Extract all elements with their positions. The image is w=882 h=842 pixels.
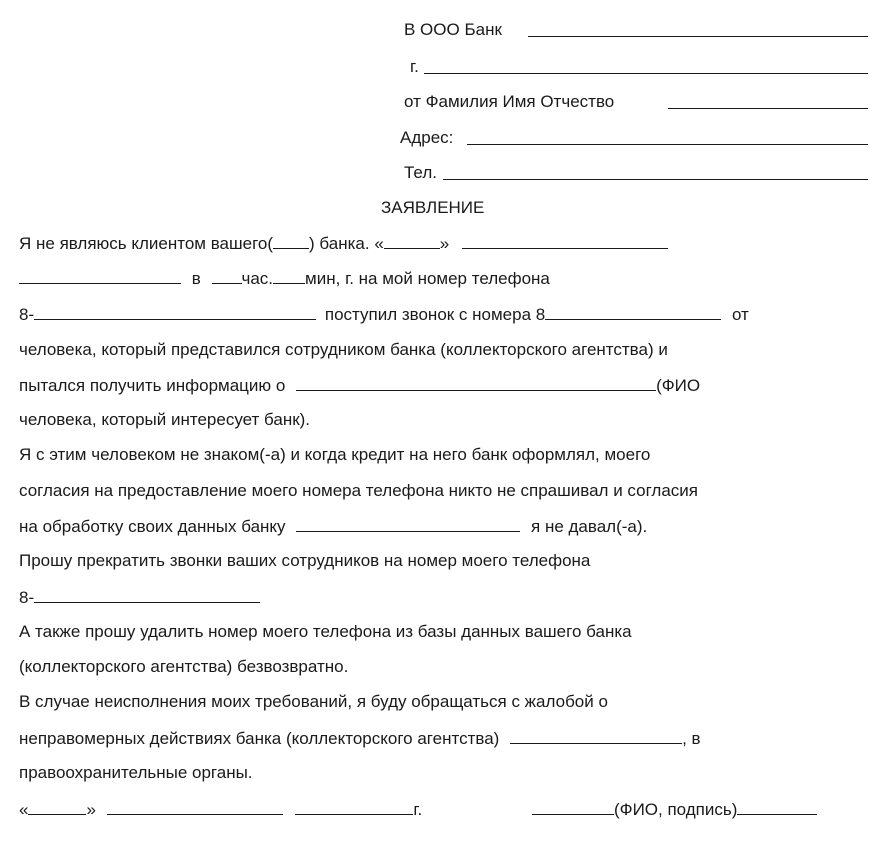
header-name-blank [668, 108, 868, 109]
quote-close: » [86, 800, 96, 819]
header-phone-blank [443, 179, 868, 180]
header-city-blank [424, 73, 868, 74]
blank-field [462, 231, 668, 249]
body-text: Я не являюсь клиентом вашего( [19, 234, 274, 253]
blank-field [510, 726, 682, 744]
body-line-2 [19, 266, 550, 290]
blank-field [19, 266, 181, 284]
blank-field [212, 266, 242, 284]
blank-field [295, 797, 413, 815]
body-line-5 [19, 373, 700, 397]
blank-field [34, 302, 316, 320]
header-address: Адрес: [400, 128, 454, 147]
body-text: , в [682, 729, 701, 748]
body-line-3 [19, 302, 749, 326]
blank-field [296, 514, 520, 532]
blank-field [28, 797, 86, 815]
blank-field [273, 266, 305, 284]
body-line-9 [19, 514, 647, 538]
document-title: ЗАЯВЛЕНИЕ [381, 198, 485, 217]
body-text: поступил звонок с номера 8 [324, 305, 546, 324]
body-text: пытался получить информацию о [19, 376, 286, 395]
quote-open: « [19, 800, 29, 819]
body-text: мин, г. на мой номер телефона [305, 269, 550, 288]
body-text: в [191, 269, 201, 288]
body-line-4: человека, который представился сотрудником банка (коллекторского агентства) и [19, 340, 668, 359]
body-line-11 [19, 585, 260, 609]
header-from-name: от Фамилия Имя Отчество [404, 92, 615, 111]
blank-field [296, 373, 656, 391]
body-line-8: согласия на предоставление моего номера телефона никто не спрашивал и согласия [19, 481, 698, 500]
footer-date [19, 797, 422, 821]
footer-signature [532, 797, 817, 821]
blank-field [384, 231, 440, 249]
body-line-13: (коллекторского агентства) безвозвратно. [19, 657, 349, 676]
header-city: г. [410, 57, 419, 76]
body-text: час. [241, 269, 274, 288]
signature-label: (ФИО, подпись) [614, 800, 738, 819]
header-to-bank: В ООО Банк [404, 20, 502, 39]
blank-field [532, 797, 614, 815]
header-address-blank [467, 144, 868, 145]
blank-field [34, 585, 260, 603]
body-line-7: Я с этим человеком не знаком(-а) и когда кредит на него банк оформлял, моего [19, 445, 651, 464]
body-line-1 [19, 231, 668, 255]
blank-field [107, 797, 283, 815]
body-text: неправомерных действиях банка (коллекторского агентства) [19, 729, 500, 748]
body-line-14: В случае неисполнения моих требований, я буду обращаться с жалобой о [19, 692, 608, 711]
body-text: 8- [19, 588, 35, 607]
header-bank-blank [528, 36, 868, 37]
blank-field [273, 231, 309, 249]
body-text: ) банка. « [309, 234, 384, 253]
body-line-6: человека, который интересует банк). [19, 410, 311, 429]
body-line-16: правоохранительные органы. [19, 763, 253, 782]
body-text: я не давал(-а). [531, 517, 648, 536]
body-line-12: А также прошу удалить номер моего телефона из базы данных вашего банка [19, 622, 632, 641]
body-text: 8- [19, 305, 35, 324]
body-text: » [439, 234, 450, 253]
blank-field [545, 302, 721, 320]
body-line-10: Прошу прекратить звонки ваших сотрудников на номер моего телефона [19, 551, 591, 570]
year-suffix: г. [413, 800, 423, 819]
body-line-15 [19, 726, 701, 750]
body-text: от [731, 305, 749, 324]
body-text: на обработку своих данных банку [19, 517, 286, 536]
blank-field [737, 797, 817, 815]
header-phone: Тел. [404, 163, 437, 182]
body-text: (ФИО [656, 376, 701, 395]
